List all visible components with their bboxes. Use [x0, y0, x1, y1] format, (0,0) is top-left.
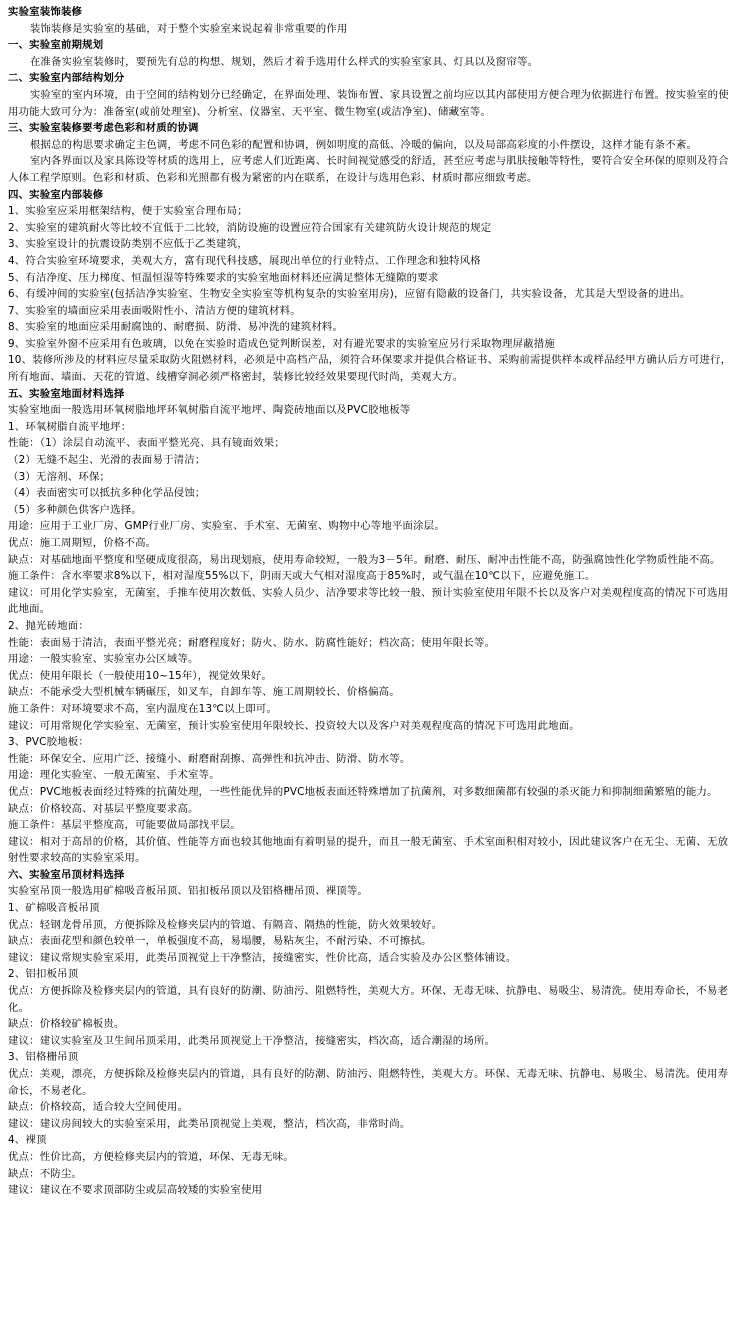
section-paragraph: 1、矿棉吸音板吊顶: [8, 902, 100, 915]
section-paragraph: 建议：建议房间较大的实验室采用，此类吊顶视觉上美观，整洁，档次高，非常时尚。: [8, 1117, 411, 1130]
document-title: 实验室装饰装修: [8, 6, 83, 18]
section-paragraph: 优点：使用年限长（一般使用10~15年），视觉效果好。: [8, 669, 272, 682]
section-paragraph: 实验室吊顶一般选用矿棉吸音板吊顶、铝扣板吊顶以及铝格栅吊顶、裸顶等。: [8, 885, 369, 898]
section-paragraph: 2、铝扣板吊顶: [8, 968, 79, 981]
section-paragraph: 施工条件：含水率要求8%以下，相对湿度55%以下，阴雨天或大气相对湿度高于85%时，或气温在10℃以下，应避免施工。: [8, 570, 596, 583]
section-paragraph: 建议：可用常规化学实验室、无菌室，预计实验室使用年限较长、投资较大以及客户对美观程度高的情况下可选用此地面。: [8, 719, 580, 732]
section-paragraph: 4、符合实验室环境要求，美观大方，富有现代科技感，展现出单位的行业特点、工作理念和独特风格: [8, 254, 481, 267]
section-paragraph: 实验室的室内环境，由于空间的结构划分已经确定，在界面处理、装饰布置、家具设置之前均应以其内部使用方便合理为依据进行布置。按实验室的使用功能大致可分为：准备室(或前处理室)、分析室、仪器室、天平室、微生物室(或洁净室)、储藏室等。: [8, 88, 729, 118]
section-paragraph: 7、实验室的墙面应采用表面吸附性小、清洁方便的建筑材料。: [8, 304, 301, 317]
section-paragraph: 施工条件：对环境要求不高，室内温度在13℃以上即可。: [8, 702, 278, 715]
section-heading: 一、实验室前期规划: [8, 39, 104, 52]
section-paragraph: 5、有洁净度、压力梯度、恒温恒湿等特殊要求的实验室地面材料还应满足整体无缝隙的要求: [8, 271, 439, 284]
section-paragraph: （4）表面密实可以抵抗多种化学品侵蚀；: [8, 487, 206, 500]
section-paragraph: 根据总的构思要求确定主色调，考虑不同色彩的配置和协调，例如明度的高低、冷暖的偏向，以及局部高彩度的小件摆设，这样才能有条不紊。: [29, 138, 698, 151]
section-paragraph: 用途：理化实验室、一般无菌室、手术室等。: [8, 769, 220, 782]
section-paragraph: （3）无溶剂、环保；: [8, 470, 111, 483]
section-paragraph: 2、抛光砖地面：: [8, 619, 89, 632]
section-paragraph: 10、装修所涉及的材料应尽量采取防火阻燃材料，必须是中高档产品，须符合环保要求并提供合格证书、采购前需提供样本或样品经甲方确认后方可进行，所有地面、墙面、天花的管道、线槽穿洞必须严格密封，装修比较经效果要现代时尚，美观大方。: [8, 354, 732, 384]
section-paragraph: 缺点：不能承受大型机械车辆碾压，如叉车，自卸车等、施工周期较长、价格偏高。: [8, 686, 400, 699]
section-paragraph: 施工条件：基层平整度高，可能要做局部找平层。: [8, 819, 241, 832]
section-paragraph: 3、铝格栅吊顶: [8, 1051, 79, 1064]
section-paragraph: 缺点：对基础地面平整度和坚硬成度很高，易出现划痕，使用寿命较短，一般为3－5年。耐磨、耐压、耐冲击性能不高，防强腐蚀性化学物质性能不高。: [8, 553, 721, 566]
section-paragraph: 优点：轻钢龙骨吊顶，方便拆除及检修夹层内的管道、有隔音、隔热的性能，防火效果较好。: [8, 918, 443, 931]
section-paragraph: 实验室地面一般选用环氧树脂地坪环氧树脂自流平地坪、陶瓷砖地面以及PVC胶地板等: [8, 404, 411, 417]
section-heading: 二、实验室内部结构划分: [8, 72, 125, 85]
section-paragraph: 6、有缓冲间的实验室(包括洁净实验室、生物安全实验室等机构复杂的实验室用房)，应留有隐蔽的设备门，共实验设备，尤其是大型设备的进出。: [8, 288, 691, 301]
section-paragraph: 缺点：表面花型和颜色较单一，单板强度不高，易塌腰，易粘灰尘，不耐污染、不可擦拭。: [8, 935, 432, 948]
section-paragraph: 缺点：价格较矿棉板贵。: [8, 1018, 125, 1031]
section-paragraph: 优点：性价比高，方便检修夹层内的管道，环保、无毒无味。: [8, 1150, 294, 1163]
section-paragraph: 2、实验室的建筑耐火等比较不宜低于二比较，消防设施的设置应符合国家有关建筑防火设计规范的规定: [8, 221, 492, 234]
section-paragraph: 性能：表面易于清洁，表面平整光亮；耐磨程度好；防火、防水、防腐性能好；档次高；使用年限长等。: [8, 636, 496, 649]
section-paragraph: 缺点：价格较高，适合较大空间使用。: [8, 1101, 189, 1114]
section-paragraph: 3、PVC胶地板：: [8, 736, 89, 749]
section-paragraph: 建议：建议在不要求顶部防尘或层高较矮的实验室使用: [8, 1184, 263, 1197]
document-body: [8, 4, 736, 1199]
section-paragraph: 8、实验室的地面应采用耐腐蚀的、耐磨损、防滑、易冲洗的建筑材料。: [8, 321, 344, 334]
section-paragraph: 1、实验室应采用框架结构，便于实验室合理布局；: [8, 205, 248, 218]
section-paragraph: （2）无缝不起尘、光滑的表面易于清洁；: [8, 454, 206, 467]
section-paragraph: 建议：建议常规实验室采用，此类吊顶视觉上干净整洁，接缝密实，性价比高，适合实验及办公区整体铺设。: [8, 951, 517, 964]
section-paragraph: （5）多种颜色供客户选择。: [8, 503, 142, 516]
section-heading: 三、实验室装修要考虑色彩和材质的协调: [8, 122, 199, 135]
section-paragraph: 优点：施工周期短，价格不高。: [8, 537, 157, 549]
intro-paragraph: 装饰装修是实验室的基础，对于整个实验室来说起着非常重要的作用: [29, 22, 348, 35]
section-paragraph: 用途：一般实验室、实验室办公区域等。: [8, 653, 199, 666]
section-paragraph: 9、实验室外窗不应采用有色玻璃，以免在实验时造成色觉判断误差，对有避光要求的实验室应另行采取物理屏蔽措施: [8, 337, 555, 350]
section-paragraph: 优点：美观，漂亮，方便拆除及检修夹层内的管道，具有良好的防潮、防油污、阻燃特性，美观大方。环保、无毒无味、抗静电、易吸尘、易清洗。使用寿命长，不易老化。: [8, 1068, 729, 1097]
section-paragraph: 性能：环保安全、应用广泛、接缝小、耐磨耐刮擦、高弹性和抗冲击、防滑、防水等。: [8, 752, 411, 765]
section-heading: 六、实验室吊顶材料选择: [8, 868, 125, 881]
section-heading: 四、实验室内部装修: [8, 188, 104, 201]
section-paragraph: 缺点：不防尘。: [8, 1167, 83, 1180]
section-heading: 五、实验室地面材料选择: [8, 387, 125, 400]
section-paragraph: 4、裸顶: [8, 1134, 47, 1147]
section-paragraph: 1、环氧树脂自流平地坪：: [8, 420, 132, 433]
section-paragraph: 优点：方便拆除及检修夹层内的管道，具有良好的防潮、防油污、阻燃特性，美观大方。环保、无毒无味、抗静电、易吸尘、易清洗。使用寿命长，不易老化。: [8, 985, 729, 1014]
section-paragraph: 建议：建议实验室及卫生间吊顶采用，此类吊顶视觉上干净整洁，接缝密实，档次高，适合潮湿的场所。: [8, 1034, 496, 1047]
section-paragraph: 室内各界面以及家具陈设等材质的选用上，应考虑人们近距离、长时间视觉感受的舒适，甚至应考虑与肌肤接触等特性，要符合安全环保的原则及符合人体工程学原则。色彩和材质、色彩和光照都有极为紧密的内在联系，在设计与选用色彩、材质时都应细致考虑。: [8, 155, 729, 184]
section-paragraph: 性能：（1）涂层自动流平、表面平整光亮、具有镜面效果；: [8, 437, 285, 450]
section-list: [8, 37, 736, 1199]
section-paragraph: 缺点：价格较高、对基层平整度要求高。: [8, 802, 199, 815]
section-paragraph: 3、实验室设计的抗震设防类别不应低于乙类建筑，: [8, 238, 248, 251]
section-paragraph: 优点：PVC地板表面经过特殊的抗菌处理，一些性能优异的PVC地板表面还特殊增加了抗菌剂，对多数细菌都有较强的杀灭能力和抑制细菌繁殖的能力。: [8, 785, 718, 798]
section-paragraph: 建议：相对于高昂的价格，其价值、性能等方面也较其他地面有着明显的提升，而且一般无菌室、手术室面积相对较小，因此建议客户在无尘、无菌、无放射性要求较高的实验室采用。: [8, 835, 729, 865]
section-paragraph: 建议：可用化学实验室，无菌室，手推车使用次数低、实验人员少、洁净要求等比较一般、预计实验室使用年限不长以及客户对美观程度高的情况下可选用此地面。: [8, 586, 729, 616]
section-paragraph: 用途：应用于工业厂房、GMP行业厂房、实验室、手术室、无菌室、购物中心等地平面涂层。: [8, 520, 445, 533]
section-paragraph: 在准备实验室装修时，要预先有总的构想、规划，然后才着手选用什么样式的实验室家具、灯具以及窗帘等。: [29, 55, 539, 68]
